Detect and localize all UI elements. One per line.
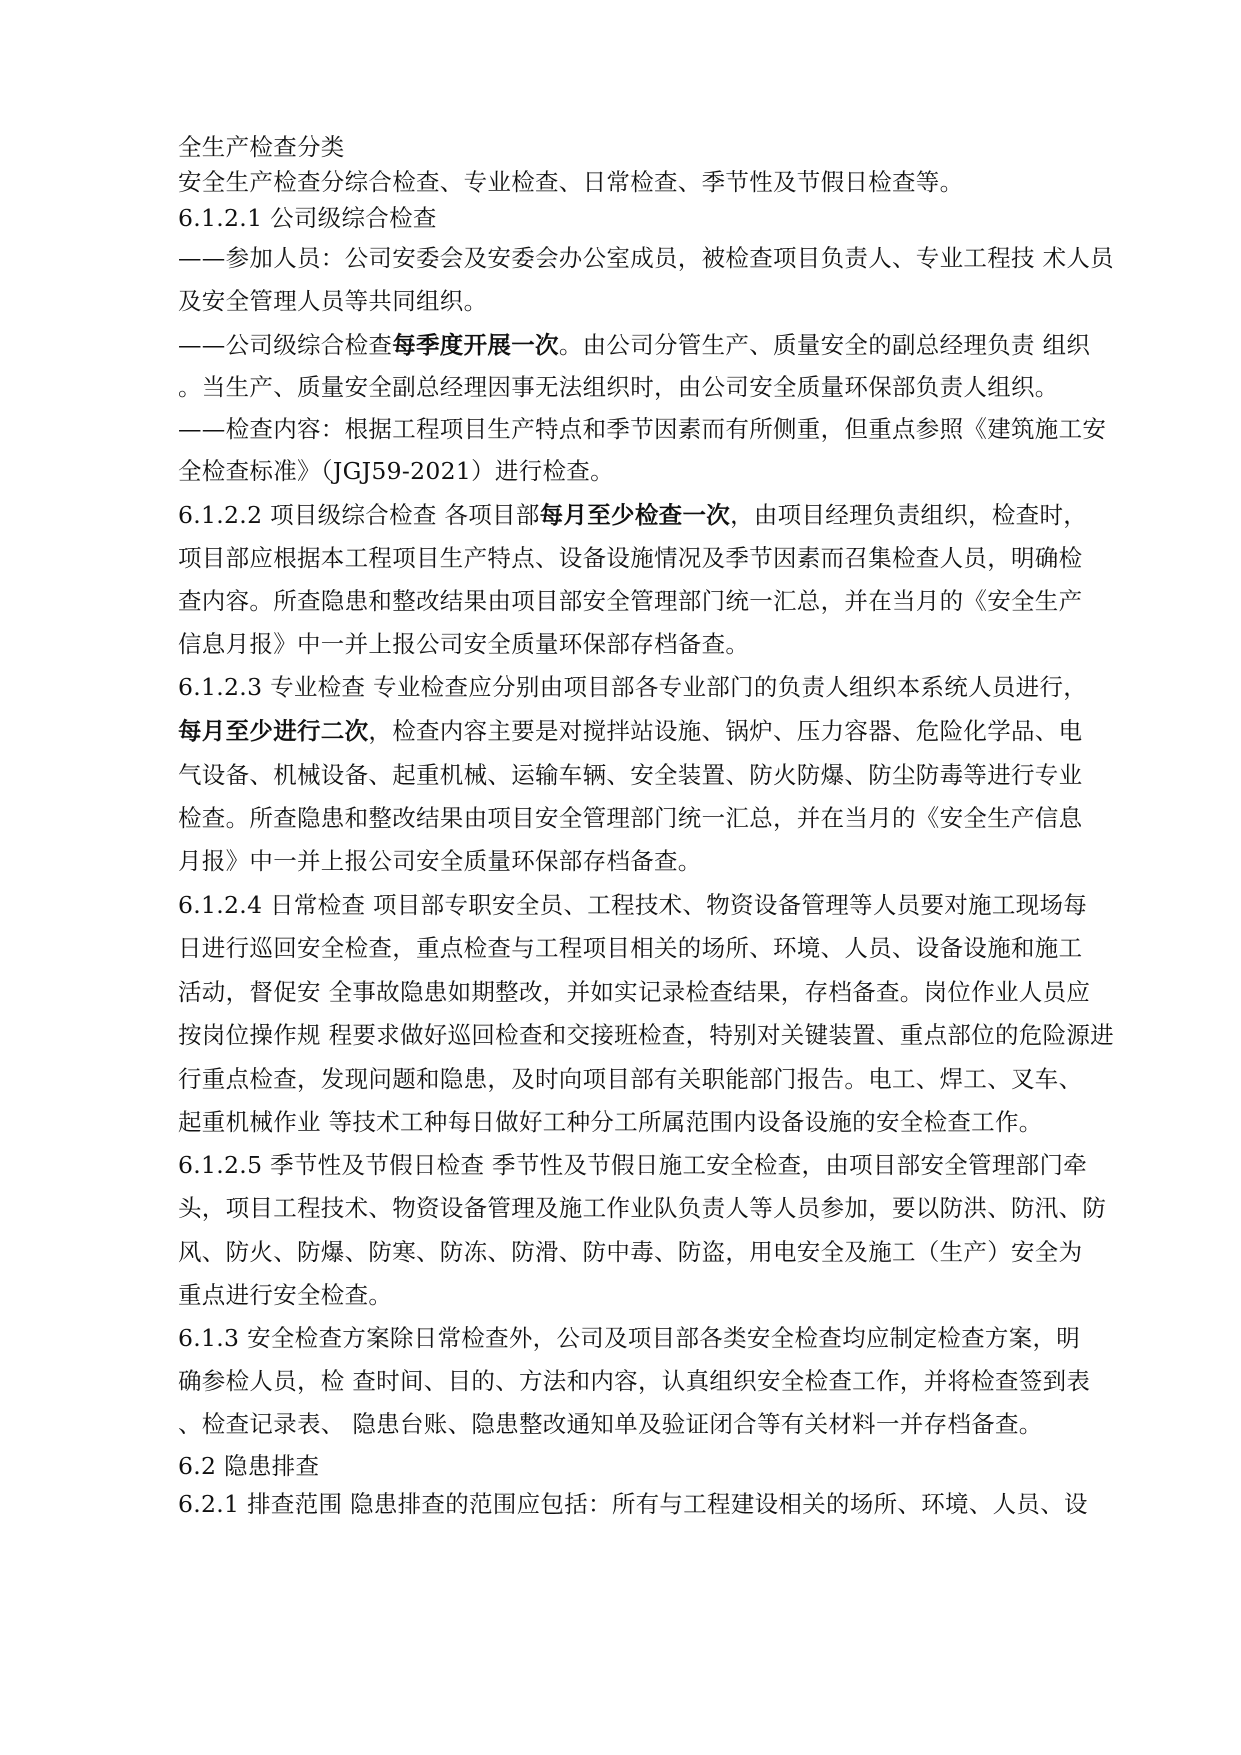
text-run: 6.2 隐患排查 <box>178 1452 320 1480</box>
text-run: 。当生产、质量安全副总经理因事无法组织时，由公司安全质量环保部负责人组织。 <box>178 373 1059 401</box>
text-line <box>178 243 1138 273</box>
text-run: 按岗位操作规 程要求做好巡回检查和交接班检查，特别对关键装置、重点部位的危险源进 <box>178 1021 1114 1049</box>
text-line <box>178 414 1138 444</box>
text-run: 重点进行安全检查。 <box>178 1281 393 1309</box>
text-run: 查内容。所查隐患和整改结果由项目部安全管理部门统一汇总，并在当月的《安全生产 <box>178 587 1083 615</box>
text-run: ——检查内容：根据工程项目生产特点和季节因素而有所侧重，但重点参照《建筑施工安 <box>178 415 1107 443</box>
text-run: 6.1.2.5 季节性及节假日检查 季节性及节假日施工安全检查，由项目部安全管理部门牵 <box>178 1151 1088 1179</box>
text-line <box>178 760 1138 790</box>
text-line <box>178 1280 1138 1310</box>
text-line <box>178 716 1138 746</box>
text-run: 项目部应根据本工程项目生产特点、设备设施情况及季节因素而召集检查人员，明确检 <box>178 544 1083 572</box>
bold-text-run: 每月至少进行二次 <box>178 717 369 745</box>
text-line <box>178 672 1138 702</box>
text-run: ，检查内容主要是对搅拌站设施、锅炉、压力容器、危险化学品、电 <box>368 717 1083 745</box>
text-run: 气设备、机械设备、起重机械、运输车辆、安全装置、防火防爆、防尘防毒等进行专业 <box>178 761 1083 789</box>
text-line <box>178 977 1138 1007</box>
text-line <box>178 1107 1138 1137</box>
bold-text-run: 每季度开展一次 <box>392 331 559 359</box>
text-run: 检查。所查隐患和整改结果由项目安全管理部门统一汇总，并在当月的《安全生产信息 <box>178 804 1083 832</box>
text-line <box>178 286 1138 316</box>
text-run: 6.1.3 安全检查方案除日常检查外，公司及项目部各类安全检查均应制定检查方案，明 <box>178 1324 1081 1352</box>
text-line <box>178 1366 1138 1396</box>
text-run: 6.1.2.2 项目级综合检查 各项目部 <box>178 501 540 529</box>
text-run: 月报》中一并上报公司安全质量环保部存档备查。 <box>178 847 702 875</box>
text-run: 全生产检查分类 <box>178 133 345 161</box>
text-run: ——参加人员：公司安委会及安委会办公室成员，被检查项目负责人、专业工程技 术人员 <box>178 244 1114 272</box>
text-line <box>178 1064 1138 1094</box>
text-line <box>178 803 1138 833</box>
text-line <box>178 1323 1138 1353</box>
text-line <box>178 203 1138 233</box>
text-run: 6.1.2.1 公司级综合检查 <box>178 204 437 232</box>
text-run: 及安全管理人员等共同组织。 <box>178 287 488 315</box>
text-run: 6.1.2.4 日常检查 项目部专职安全员、工程技术、物资设备管理等人员要对施工现场每 <box>178 891 1088 919</box>
text-run: 安全生产检查分综合检查、专业检查、日常检查、季节性及节假日检查等。 <box>178 168 964 196</box>
text-run: ，由项目经理负责组织，检查时， <box>730 501 1088 529</box>
text-run: 日进行巡回安全检查，重点检查与工程项目相关的场所、环境、人员、设备设施和施工 <box>178 934 1083 962</box>
text-run: 全检查标准》（JGJ59-2021）进行检查。 <box>178 457 614 485</box>
bold-text-run: 每月至少检查一次 <box>539 501 731 529</box>
text-run: 确参检人员，检 查时间、目的、方法和内容，认真组织安全检查工作，并将检查签到表 <box>178 1367 1091 1395</box>
text-line <box>178 167 1138 197</box>
text-line <box>178 1409 1138 1439</box>
text-line <box>178 132 1138 162</box>
text-line <box>178 456 1138 486</box>
text-run: 行重点检查，发现问题和隐患，及时向项目部有关职能部门报告。电工、焊工、叉车、 <box>178 1065 1083 1093</box>
text-line <box>178 890 1138 920</box>
text-line <box>178 330 1138 360</box>
text-line <box>178 933 1138 963</box>
text-line <box>178 1193 1138 1223</box>
text-line <box>178 1020 1138 1050</box>
text-line <box>178 1150 1138 1180</box>
text-run: 。由公司分管生产、质量安全的副总经理负责 组织 <box>558 331 1091 359</box>
text-run: 头，项目工程技术、物资设备管理及施工作业队负责人等人员参加，要以防洪、防汛、防 <box>178 1194 1107 1222</box>
text-line <box>178 1237 1138 1267</box>
text-run: 风、防火、防爆、防寒、防冻、防滑、防中毒、防盗，用电安全及施工（生产）安全为 <box>178 1238 1083 1266</box>
text-run: 起重机械作业 等技术工种每日做好工种分工所属范围内设备设施的安全检查工作。 <box>178 1108 1043 1136</box>
text-line <box>178 846 1138 876</box>
text-run: ——公司级综合检查 <box>178 331 393 359</box>
text-line <box>178 586 1138 616</box>
text-line <box>178 629 1138 659</box>
text-run: 6.1.2.3 专业检查 专业检查应分别由项目部各专业部门的负责人组织本系统人员进行， <box>178 673 1088 701</box>
text-line <box>178 500 1138 530</box>
text-line <box>178 1451 1138 1481</box>
text-line <box>178 372 1138 402</box>
text-line <box>178 1489 1138 1519</box>
text-run: 活动，督促安 全事故隐患如期整改，并如实记录检查结果，存档备查。岗位作业人员应 <box>178 978 1091 1006</box>
text-line <box>178 543 1138 573</box>
text-run: 6.2.1 排查范围 隐患排查的范围应包括：所有与工程建设相关的场所、环境、人员、设 <box>178 1490 1088 1518</box>
text-run: 信息月报》中一并上报公司安全质量环保部存档备查。 <box>178 630 750 658</box>
text-run: 、检查记录表、 隐患台账、隐患整改通知单及验证闭合等有关材料一并存档备查。 <box>178 1410 1043 1438</box>
